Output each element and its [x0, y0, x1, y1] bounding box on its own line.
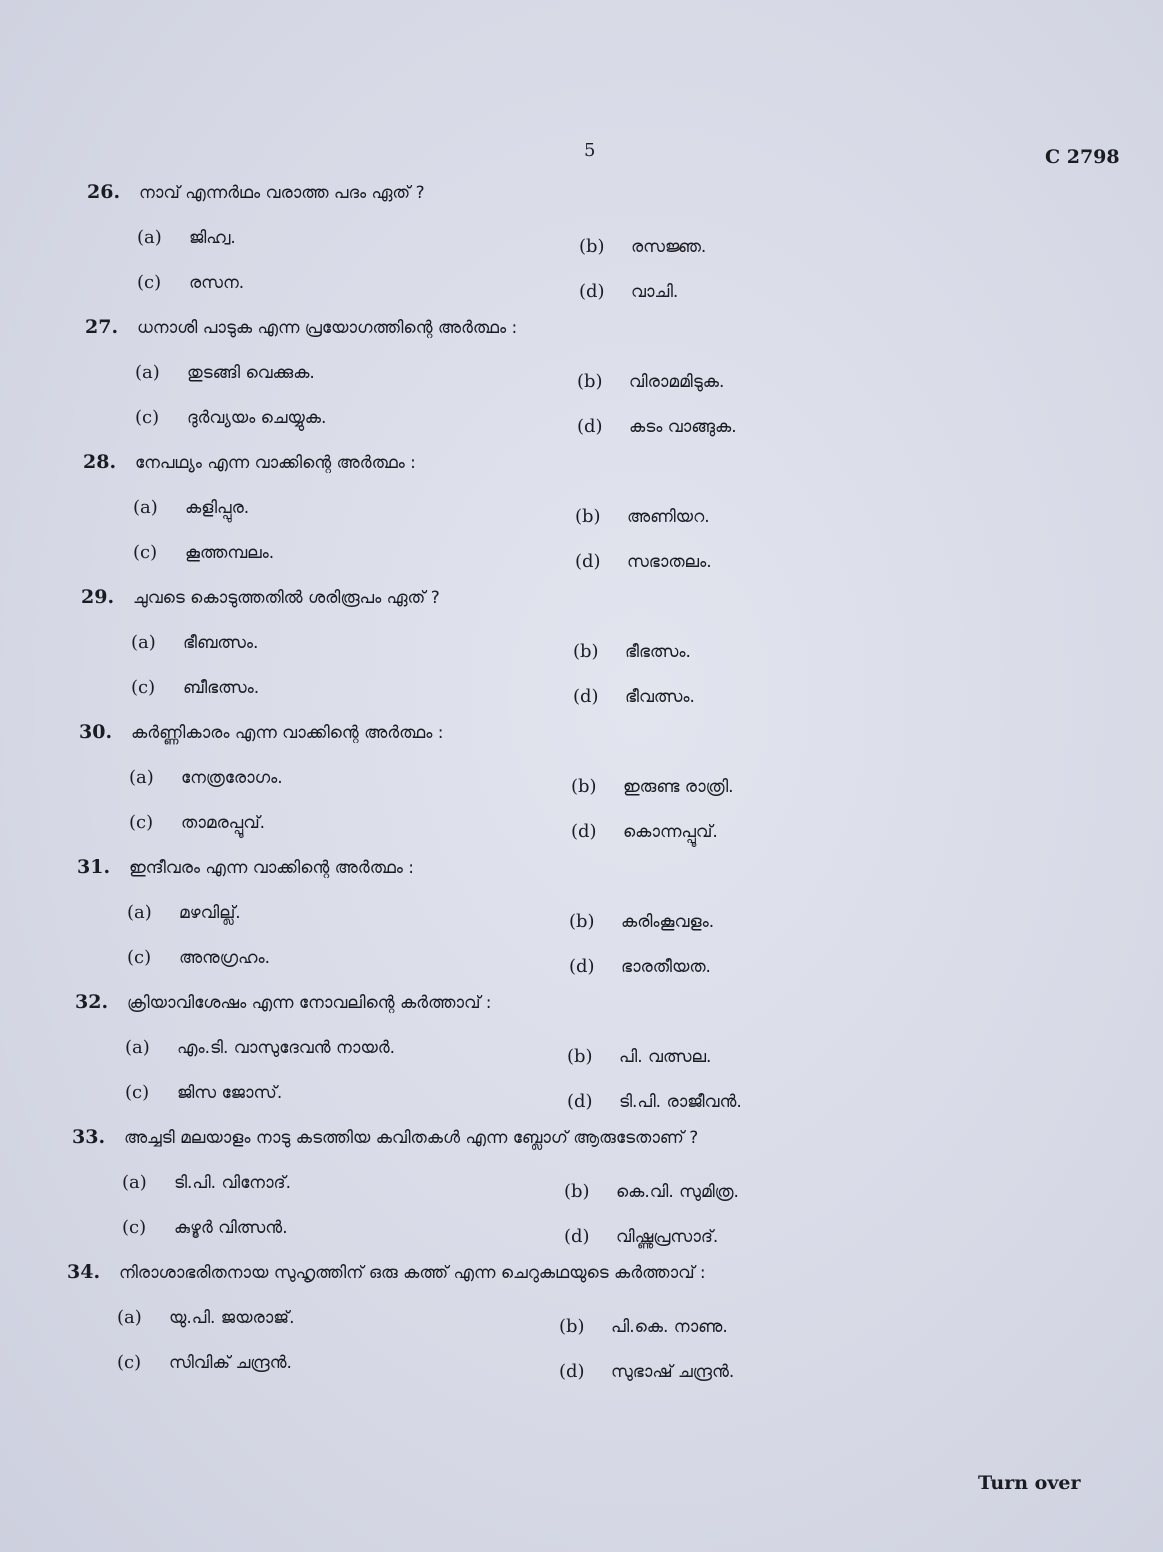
question-28: [83, 451, 1083, 581]
option-d: [569, 956, 711, 977]
option-text: പി. വത്സല.: [619, 1047, 712, 1067]
option-b: [575, 506, 710, 527]
option-c: [131, 677, 259, 698]
question-33: [72, 1126, 1072, 1256]
question-stem: [85, 316, 517, 338]
option-c: [122, 1217, 288, 1238]
option-text: സുഭാഷ് ചന്ദ്രൻ.: [611, 1362, 735, 1382]
option-text: ജിഹ്വ.: [189, 228, 236, 248]
option-label: (c): [131, 677, 156, 698]
question-stem: [87, 181, 425, 203]
page-number: 5: [584, 140, 596, 161]
option-label: (c): [125, 1082, 150, 1103]
question-number: 26.: [87, 181, 121, 203]
question-stem: [75, 991, 492, 1013]
option-text: വിരാമമിടുക.: [629, 372, 725, 392]
option-label: (b): [569, 911, 595, 932]
option-label: (c): [137, 272, 162, 293]
question-26: [87, 181, 1087, 311]
option-a: [125, 1037, 395, 1058]
option-text: താമരപ്പൂവ്.: [181, 813, 266, 833]
question-stem: [83, 451, 416, 473]
question-text: ചുവടെ കൊടുത്തതിൽ ശരിരൂപം ഏത് ?: [133, 588, 440, 608]
option-d: [575, 551, 712, 572]
option-text: കടം വാങ്ങുക.: [629, 417, 737, 437]
option-label: (a): [133, 497, 158, 518]
option-text: നേത്രരോഗം.: [181, 768, 283, 788]
question-stem: [77, 856, 414, 878]
option-label: (b): [577, 371, 603, 392]
option-d: [567, 1091, 742, 1112]
option-label: (b): [571, 776, 597, 797]
option-c: [133, 542, 274, 563]
option-b: [564, 1181, 739, 1202]
question-text: അച്ചടി മലയാളം നാടു കടത്തിയ കവിതകൾ എന്ന ബ്ലോഗ് ആരുടേതാണ് ?: [124, 1128, 699, 1148]
option-label: (c): [135, 407, 160, 428]
option-label: (b): [573, 641, 599, 662]
option-label: (a): [122, 1172, 147, 1193]
question-number: 30.: [79, 721, 113, 743]
option-text: സഭാതലം.: [627, 552, 712, 572]
option-text: എം.ടി. വാസുദേവൻ നായർ.: [177, 1038, 396, 1058]
option-label: (b): [559, 1316, 585, 1337]
turn-over-note: Turn over: [978, 1472, 1081, 1494]
option-label: (c): [117, 1352, 142, 1373]
option-text: അണിയറ.: [627, 507, 710, 527]
option-text: സിവിക് ചന്ദ്രൻ.: [169, 1353, 292, 1373]
option-label: (d): [577, 416, 603, 437]
question-32: [75, 991, 1075, 1121]
option-label: (d): [579, 281, 605, 302]
option-text: ഭീബത്സം.: [183, 633, 259, 653]
question-stem: [72, 1126, 698, 1148]
option-text: ടി.പി. രാജീവൻ.: [619, 1092, 742, 1112]
option-a: [129, 767, 283, 788]
option-a: [127, 902, 241, 923]
option-text: ഭാരതീയത.: [621, 957, 711, 977]
question-27: [85, 316, 1085, 446]
option-label: (a): [137, 227, 162, 248]
question-number: 29.: [81, 586, 115, 608]
question-number: 28.: [83, 451, 117, 473]
option-c: [137, 272, 244, 293]
option-text: രസന.: [189, 273, 245, 293]
option-text: യു.പി. ജയരാജ്.: [169, 1308, 295, 1328]
option-text: വാചി.: [631, 282, 679, 302]
option-d: [571, 821, 718, 842]
option-text: ജിസ ജോസ്.: [177, 1083, 283, 1103]
option-a: [135, 362, 315, 383]
option-text: പി.കെ. നാണു.: [611, 1317, 728, 1337]
option-text: കൂത്തമ്പലം.: [185, 543, 275, 563]
option-label: (a): [135, 362, 160, 383]
question-text: നാവ് എന്നർഥം വരാത്ത പദം ഏത് ?: [139, 183, 425, 203]
option-b: [571, 776, 734, 797]
option-label: (b): [579, 236, 605, 257]
question-30: [79, 721, 1079, 851]
option-text: ഇരുണ്ട രാത്രി.: [623, 777, 734, 797]
question-text: ധനാശി പാടുക എന്ന പ്രയോഗത്തിന്റെ അർത്ഥം :: [137, 318, 518, 338]
option-label: (d): [564, 1226, 590, 1247]
option-text: ഭീഭത്സം.: [625, 642, 691, 662]
option-c: [127, 947, 270, 968]
question-text: കർണ്ണികാരം എന്ന വാക്കിന്റെ അർത്ഥം :: [131, 723, 444, 743]
option-c: [117, 1352, 292, 1373]
option-label: (d): [573, 686, 599, 707]
option-label: (d): [569, 956, 595, 977]
option-d: [559, 1361, 734, 1382]
option-a: [131, 632, 258, 653]
option-label: (d): [571, 821, 597, 842]
option-text: രസജ്ഞ.: [631, 237, 707, 257]
option-text: അനുഗ്രഹം.: [179, 948, 271, 968]
option-label: (a): [127, 902, 152, 923]
option-label: (c): [133, 542, 158, 563]
option-text: ഭീവത്സം.: [625, 687, 695, 707]
option-text: മഴവില്ല്.: [179, 903, 241, 923]
option-label: (d): [559, 1361, 585, 1382]
option-label: (b): [575, 506, 601, 527]
option-text: ബീഭത്സം.: [183, 678, 260, 698]
option-a: [122, 1172, 291, 1193]
option-a: [117, 1307, 295, 1328]
option-d: [577, 416, 737, 437]
option-text: കെ.വി. സുമിത്ര.: [616, 1182, 739, 1202]
option-text: കളിപ്പുര.: [185, 498, 250, 518]
option-b: [579, 236, 706, 257]
question-stem: [81, 586, 440, 608]
question-number: 27.: [85, 316, 119, 338]
option-text: കരിംകൂവളം.: [621, 912, 715, 932]
question-34: [67, 1261, 1067, 1391]
option-c: [135, 407, 326, 428]
option-label: (a): [125, 1037, 150, 1058]
option-text: വിഷ്ണുപ്രസാദ്.: [616, 1227, 719, 1247]
question-number: 33.: [72, 1126, 106, 1148]
option-d: [564, 1226, 718, 1247]
paper-code: C 2798: [1045, 146, 1120, 168]
question-text: ക്രിയാവിശേഷം എന്ന നോവലിന്റെ കർത്താവ് :: [127, 993, 492, 1013]
option-label: (a): [129, 767, 154, 788]
option-b: [569, 911, 714, 932]
question-stem: [79, 721, 443, 743]
question-number: 34.: [67, 1261, 101, 1283]
option-label: (c): [127, 947, 152, 968]
option-label: (b): [564, 1181, 590, 1202]
option-b: [567, 1046, 711, 1067]
option-a: [137, 227, 236, 248]
option-d: [579, 281, 678, 302]
question-text: നിരാശാഭരിതനായ സുഹൃത്തിന് ഒരു കത്ത് എന്ന ചെറുകഥയുടെ കർത്താവ് :: [119, 1263, 706, 1283]
question-number: 32.: [75, 991, 109, 1013]
option-label: (d): [567, 1091, 593, 1112]
option-label: (b): [567, 1046, 593, 1067]
option-text: കൊന്നപ്പൂവ്.: [623, 822, 718, 842]
option-label: (c): [129, 812, 154, 833]
option-c: [125, 1082, 282, 1103]
option-b: [577, 371, 724, 392]
option-label: (d): [575, 551, 601, 572]
question-text: ഇന്ദീവരം എന്ന വാക്കിന്റെ അർത്ഥം :: [129, 858, 415, 878]
option-c: [129, 812, 265, 833]
option-label: (a): [117, 1307, 142, 1328]
option-label: (c): [122, 1217, 147, 1238]
option-label: (a): [131, 632, 156, 653]
option-text: കുഴൂർ വിത്സൻ.: [174, 1218, 288, 1238]
option-text: തുടങ്ങി വെക്കുക.: [187, 363, 315, 383]
option-a: [133, 497, 249, 518]
option-text: ദുർവ്യയം ചെയ്യുക.: [187, 408, 327, 428]
question-stem: [67, 1261, 706, 1283]
question-number: 31.: [77, 856, 111, 878]
question-text: നേപഥ്യം എന്ന വാക്കിന്റെ അർത്ഥം :: [135, 453, 416, 473]
option-text: ടി.പി. വിനോദ്.: [174, 1173, 291, 1193]
question-31: [77, 856, 1077, 986]
option-d: [573, 686, 695, 707]
option-b: [559, 1316, 728, 1337]
option-b: [573, 641, 691, 662]
question-29: [81, 586, 1081, 716]
